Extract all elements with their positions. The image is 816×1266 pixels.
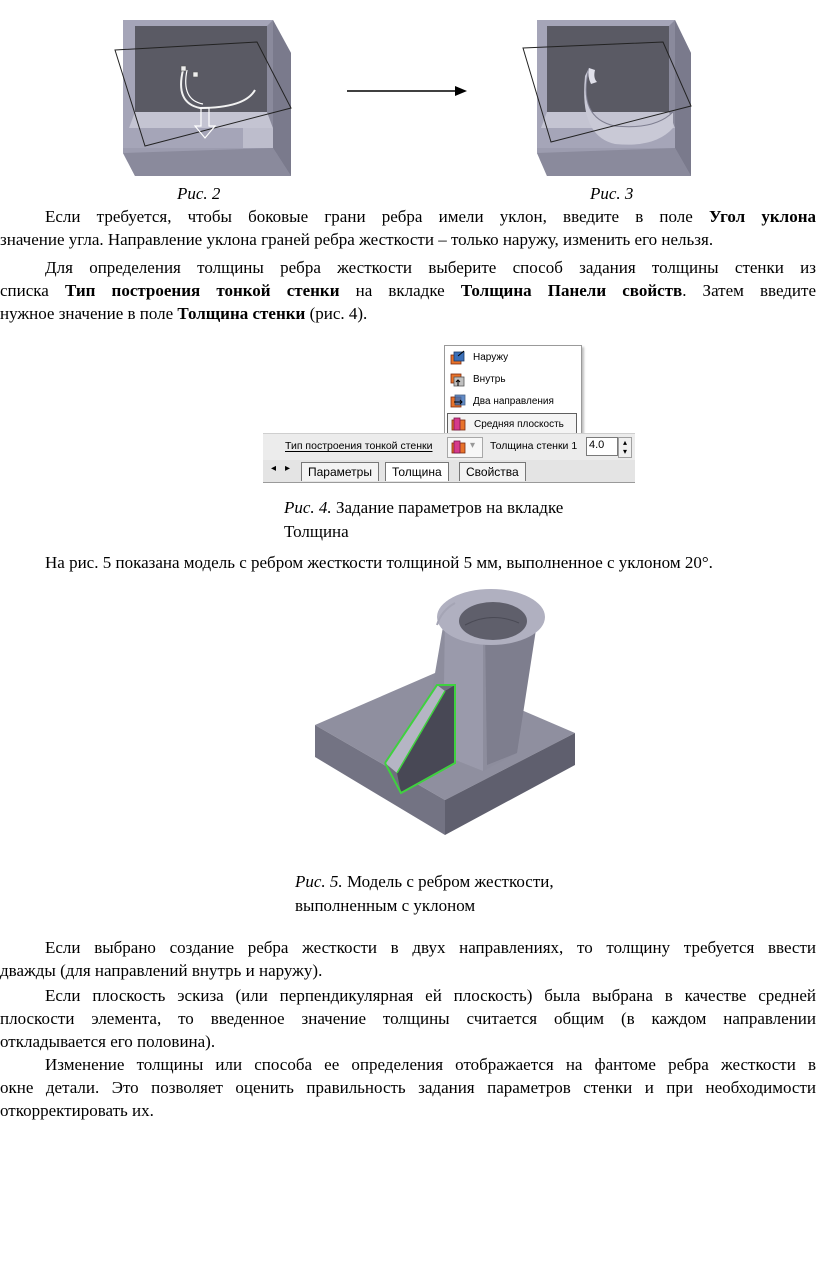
menu-item-mid-plane[interactable] [447, 413, 577, 434]
menu-item-both-directions[interactable] [447, 391, 577, 412]
figure-2-box-with-sketch [105, 8, 300, 178]
tab-scroll-left-icon[interactable]: ◂ [271, 463, 277, 474]
paragraph-two-directions: Если выбрано создание ребра жесткости в двух направлениях, то толщину требуется ввести дважды (для направлений внутрь и наружу). [0, 938, 816, 980]
paragraph-phantom-preview: Изменение толщины или способа ее определения отображается на фантоме ребра жесткости в окне детали. Это позволяет оценить правильность задания параметров стенки и при необходимости откорректировать их. [0, 1055, 816, 1120]
menu-item-inward[interactable] [447, 369, 577, 390]
thickness-spinner[interactable] [618, 437, 632, 458]
menu-item-label: Наружу [473, 352, 509, 363]
figure-3-caption: Рис. 3 [590, 184, 634, 203]
spin-down-icon[interactable]: ▾ [622, 447, 627, 456]
figure-3-box-with-rib [515, 8, 695, 178]
thin-wall-type-select[interactable] [447, 437, 483, 458]
dropdown-arrow-icon: ▾ [470, 440, 476, 451]
property-panel-toolbar [263, 433, 635, 461]
figure-2-caption: Рис. 2 [177, 184, 221, 203]
thin-wall-type-menu [444, 345, 582, 439]
tab-label: Свойства [466, 465, 519, 479]
mid-plane-icon [451, 417, 467, 432]
figure-4-caption: Рис. 4. Задание параметров на вкладке Толщина [284, 498, 564, 541]
paragraph-slope-angle: Если требуется, чтобы боковые грани ребра имели уклон, введите в поле Угол уклона значение угла. Направление уклона граней ребра жесткости – только наружу, изменить его нельзя. [0, 207, 816, 249]
menu-item-label: Средняя плоскость [474, 419, 564, 430]
paragraph-model-description: На рис. 5 показана модель с ребром жесткости толщиной 5 мм, выполненное с уклоном 20°. [45, 553, 713, 572]
transition-arrow [345, 84, 470, 98]
tab-scroll-right-icon[interactable]: ▸ [285, 463, 291, 474]
wall-thickness-label: Толщина стенки 1 [490, 440, 578, 452]
menu-item-outward[interactable] [447, 347, 577, 368]
tab-label: Толщина [392, 465, 442, 479]
outward-icon [450, 350, 466, 365]
tab-properties[interactable] [459, 462, 526, 481]
spin-up-icon[interactable]: ▴ [622, 438, 627, 447]
tab-thickness[interactable] [385, 462, 449, 481]
tab-parameters[interactable] [301, 462, 379, 481]
thin-wall-type-label: Тип построения тонкой стенки [285, 440, 433, 452]
paragraph-mid-plane: Если плоскость эскиза (или перпендикулярная ей плоскость) была выбрана в качестве средней плоскости элемента, то введенное значение толщины считается общим (в каждом направлении откладывается его половина). [0, 986, 816, 1051]
inward-icon [450, 372, 466, 387]
mid-plane-icon [451, 440, 467, 455]
figure-5-model-with-rib [305, 585, 590, 840]
both-directions-icon [450, 394, 466, 409]
property-panel-tabs [263, 460, 635, 483]
wall-thickness-value: 4.0 [589, 439, 605, 451]
paragraph-thickness-method: Для определения толщины ребра жесткости выберите способ задания толщины стенки из списка Тип построения тонкой стенки на вкладке Толщина Панели свойств. Затем введите нужное значение в поле Толщина стенки (рис. 4). [0, 258, 816, 323]
menu-item-label: Два направления [473, 396, 554, 407]
wall-thickness-input[interactable] [586, 437, 618, 456]
menu-item-label: Внутрь [473, 374, 506, 385]
tab-label: Параметры [308, 465, 372, 479]
figure-5-caption: Рис. 5. Модель с ребром жесткости, выполненным с уклоном [295, 872, 554, 915]
